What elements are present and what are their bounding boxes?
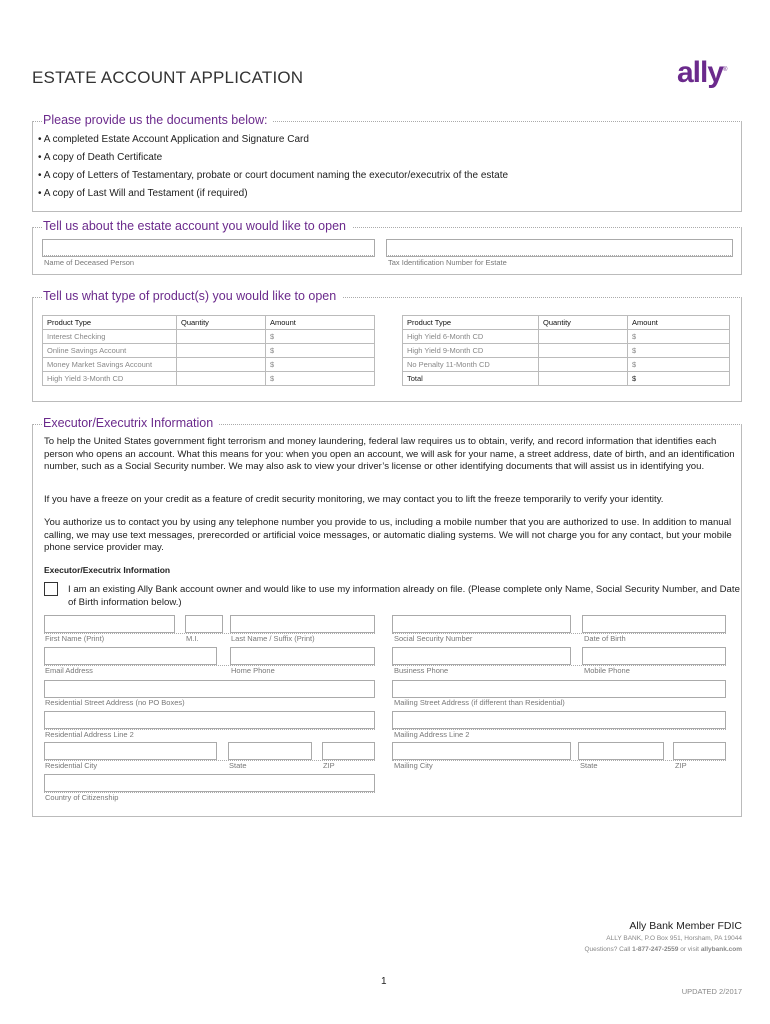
field-underline xyxy=(44,665,375,666)
executor-heading: Executor/Executrix Information xyxy=(43,416,219,430)
amount-cell[interactable]: $ xyxy=(628,344,730,358)
patriot-act-paragraph: To help the United States government fight terrorism and money laundering, federal law requires us to obtain, verify, and record information that identifies each person who opens an account. What this means for you: when you open an account, we will ask for your name, a street address, date of birth, and an identification number, such as a Social Security number. We may also ask to view your driver’s license or other identifying documents that will assist us in identifying you. xyxy=(44,436,735,473)
logo-text: ally xyxy=(677,56,724,89)
email-input[interactable] xyxy=(44,647,217,665)
quantity-cell[interactable] xyxy=(177,358,266,372)
product-name: High Yield 9-Month CD xyxy=(403,344,539,358)
mailing-state-input[interactable] xyxy=(578,742,664,760)
product-name: Total xyxy=(403,372,539,386)
document-item: • A copy of Death Certificate xyxy=(38,152,163,163)
estate-heading: Tell us about the estate account you would like to open xyxy=(43,219,352,233)
residential-zip-label: ZIP xyxy=(323,761,335,770)
home-phone-label: Home Phone xyxy=(231,666,275,675)
executor-subheading: Executor/Executrix Information xyxy=(44,565,171,575)
table-row xyxy=(403,330,730,344)
contact-line xyxy=(584,946,742,953)
mailing-zip-label: ZIP xyxy=(675,761,687,770)
mailing-street-input[interactable] xyxy=(392,680,726,698)
tin-label: Tax Identification Number for Estate xyxy=(388,258,507,267)
business-phone-input[interactable] xyxy=(392,647,571,665)
mailing-city-label: Mailing City xyxy=(394,761,433,770)
table-row xyxy=(403,358,730,372)
product-name: No Penalty 11-Month CD xyxy=(403,358,539,372)
questions-mid: or visit xyxy=(678,946,701,953)
dob-label: Date of Birth xyxy=(584,634,626,643)
mailing-line2-label: Mailing Address Line 2 xyxy=(394,730,470,739)
existing-owner-checkbox[interactable] xyxy=(44,582,58,596)
amount-cell[interactable]: $ xyxy=(266,372,375,386)
mi-input[interactable] xyxy=(185,615,223,633)
quantity-cell[interactable] xyxy=(539,344,628,358)
document-item: • A copy of Last Will and Testament (if required) xyxy=(38,188,248,199)
product-name: Online Savings Account xyxy=(43,344,177,358)
mailing-zip-input[interactable] xyxy=(673,742,726,760)
home-phone-input[interactable] xyxy=(230,647,375,665)
quantity-cell[interactable] xyxy=(539,372,628,386)
document-item: • A completed Estate Account Application and Signature Card xyxy=(38,134,309,145)
ally-logo xyxy=(677,56,726,90)
field-underline xyxy=(386,255,733,256)
table-row xyxy=(43,372,375,386)
products-heading: Tell us what type of product(s) you would like to open xyxy=(43,289,342,303)
residential-line2-input[interactable] xyxy=(44,711,375,729)
amount-cell[interactable]: $ xyxy=(628,358,730,372)
quantity-cell[interactable] xyxy=(177,330,266,344)
table-row xyxy=(43,330,375,344)
business-phone-label: Business Phone xyxy=(394,666,449,675)
last-name-input[interactable] xyxy=(230,615,375,633)
field-underline xyxy=(42,255,375,256)
col-header-amount: Amount xyxy=(266,316,375,330)
fdic-statement: Ally Bank Member FDIC xyxy=(629,920,742,932)
last-name-label: Last Name / Suffix (Print) xyxy=(231,634,315,643)
citizenship-input[interactable] xyxy=(44,774,375,792)
bank-address: ALLY BANK, P.O Box 951, Horsham, PA 19044 xyxy=(606,935,742,942)
products-table-right xyxy=(402,315,730,386)
mobile-phone-label: Mobile Phone xyxy=(584,666,630,675)
deceased-name-label: Name of Deceased Person xyxy=(44,258,135,267)
mailing-street-label: Mailing Street Address (if different than Residential) xyxy=(394,698,565,707)
citizenship-label: Country of Citizenship xyxy=(45,793,119,802)
quantity-cell[interactable] xyxy=(177,344,266,358)
product-name: Money Market Savings Account xyxy=(43,358,177,372)
col-header-product: Product Type xyxy=(43,316,177,330)
amount-cell[interactable]: $ xyxy=(628,330,730,344)
first-name-input[interactable] xyxy=(44,615,175,633)
credit-freeze-paragraph: If you have a freeze on your credit as a feature of credit security monitoring, we may contact you to lift the freeze temporarily to verify your identity. xyxy=(44,494,664,505)
col-header-quantity: Quantity xyxy=(539,316,628,330)
amount-cell[interactable]: $ xyxy=(266,344,375,358)
product-name: Interest Checking xyxy=(43,330,177,344)
contact-consent-paragraph: You authorize us to contact you by using any telephone number you provide to us, including a mobile number that you are authorized to use. In addition to manual calling, we may use text messages, prerecorded or artificial voice messages, or automatic dialing systems. We will not charge you for any contact, but your mobile phone service provider may. xyxy=(44,517,732,554)
col-header-product: Product Type xyxy=(403,316,539,330)
email-label: Email Address xyxy=(45,666,93,675)
residential-city-input[interactable] xyxy=(44,742,217,760)
phone-number: 1-877-247-2559 xyxy=(632,946,679,953)
table-row xyxy=(43,344,375,358)
ssn-label: Social Security Number xyxy=(394,634,473,643)
residential-street-input[interactable] xyxy=(44,680,375,698)
dob-input[interactable] xyxy=(582,615,726,633)
ssn-input[interactable] xyxy=(392,615,571,633)
mailing-city-input[interactable] xyxy=(392,742,571,760)
product-name: High Yield 3-Month CD xyxy=(43,372,177,386)
amount-cell[interactable]: $ xyxy=(628,372,730,386)
residential-state-label: State xyxy=(229,761,247,770)
page-title: ESTATE ACCOUNT APPLICATION xyxy=(32,68,304,87)
products-table-left xyxy=(42,315,375,386)
residential-street-label: Residential Street Address (no PO Boxes) xyxy=(45,698,185,707)
quantity-cell[interactable] xyxy=(539,330,628,344)
residential-zip-input[interactable] xyxy=(322,742,375,760)
quantity-cell[interactable] xyxy=(539,358,628,372)
mailing-line2-input[interactable] xyxy=(392,711,726,729)
documents-heading: Please provide us the documents below: xyxy=(43,113,273,127)
questions-prefix: Questions? Call xyxy=(584,946,633,953)
table-row xyxy=(403,372,730,386)
mi-label: M.I. xyxy=(186,634,199,643)
document-item: • A copy of Letters of Testamentary, probate or court document naming the executor/executrix of the estate xyxy=(38,170,509,181)
table-row xyxy=(403,344,730,358)
mailing-state-label: State xyxy=(580,761,598,770)
quantity-cell[interactable] xyxy=(177,372,266,386)
updated-date: UPDATED 2/2017 xyxy=(681,987,742,996)
amount-cell[interactable]: $ xyxy=(266,358,375,372)
col-header-quantity: Quantity xyxy=(177,316,266,330)
page-number: 1 xyxy=(381,976,387,987)
col-header-amount: Amount xyxy=(628,316,730,330)
logo-mark: ® xyxy=(723,67,727,73)
residential-line2-label: Residential Address Line 2 xyxy=(45,730,134,739)
website-link[interactable]: allybank.com xyxy=(700,946,742,953)
residential-state-input[interactable] xyxy=(228,742,312,760)
first-name-label: First Name (Print) xyxy=(45,634,105,643)
residential-city-label: Residential City xyxy=(45,761,98,770)
mobile-phone-input[interactable] xyxy=(582,647,726,665)
table-row xyxy=(43,358,375,372)
amount-cell[interactable]: $ xyxy=(266,330,375,344)
product-name: High Yield 6-Month CD xyxy=(403,330,539,344)
existing-owner-label: I am an existing Ally Bank account owner and would like to use my information already on file. (Please complete only Name, Social Security Number, and Date of Birth information below.) xyxy=(68,584,740,608)
